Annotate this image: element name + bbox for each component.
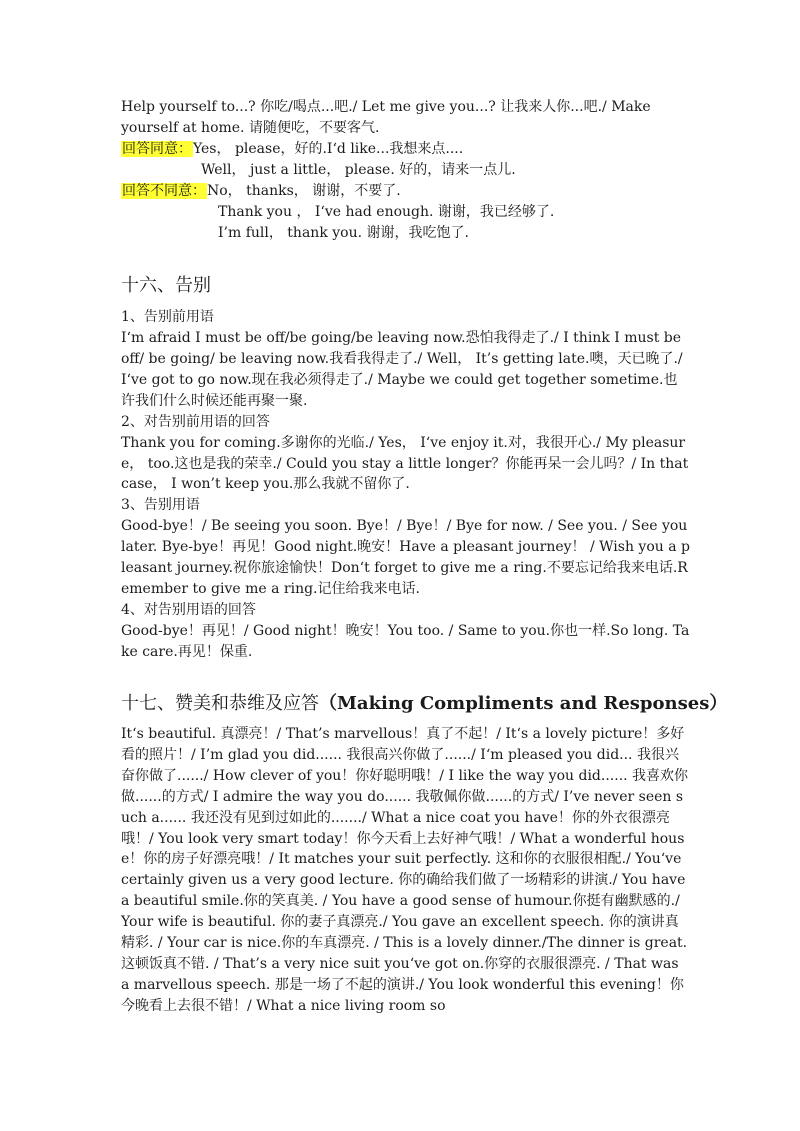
subsection-3-text: Good-bye！/ Be seeing you soon. Bye！/ Bye！/ Bye for now. / See you. / See you later. Bye-bye！再见！Good night.晚安！Have a pleasant journey！ / Wish you a pleasant journey.祝你旅途愉快！Don‘t forget to give me a ring.不要忘记给我来电话.Remember to give me a ring.记住给我来电话. — [121, 518, 690, 598]
meal-offer-section — [121, 97, 690, 244]
section-16-title: 十六、告别 — [121, 275, 211, 296]
agree-row-1 — [121, 139, 690, 160]
disagree-label-highlight: 回答不同意： — [122, 183, 206, 199]
section-17-title — [121, 692, 728, 716]
compliments-section — [121, 692, 728, 1017]
subsection-2-text: Thank you for coming.多谢你的光临./ Yes， I‘ve enjoy it.对，我很开心./ My pleasure， too.这也是我的荣幸./ Could you stay a little longer？你能再呆一会儿吗？/ In that case， I won’t keep you.那么我就不留你了. — [121, 434, 689, 493]
compliments-text: It‘s beautiful. 真漂亮！/ That’s marvellous！真了不起！/ It‘s a lovely picture！多好看的照片！/ I’m glad you did...... 我很高兴你做了....../ I‘m pleased you did... 我很兴奋你做了....../ How clever of you！你好聪明哦！/ I like the way you did...... 我喜欢你做......的方式/ I admire the way you do...... 我敬佩你做......的方式/ I’ve never seen such a...... 我还没有见到过如此的......./ What a nice coat you have！你的外衣很漂亮哦！/ You look very smart today！你今天看上去好神气哦！/ What a wonderful house！你的房子好漂亮哦！/ It matches your suit perfectly. 这和你的衣服很相配./ You‘ve certainly given us a very good lecture. 你的确给我们做了一场精彩的讲演./ You have a beautiful smile.你的笑真美. / You have a good sense of humour.你挺有幽默感的./ Your wife is beautiful. 你的妻子真漂亮./ You gave an excellent speech. 你的演讲真精彩. / Your car is nice.你的车真漂亮. / This is a lovely dinner./The dinner is great.这顿饭真不错. / That’s a very nice suit you‘ve got on.你穿的衣服很漂亮. / That was a marvellous speech. 那是一场了不起的演讲./ You look wonderful this evening！你今晚看上去很不错！/ What a nice living room so — [121, 726, 689, 1014]
disagree-row-1 — [121, 181, 690, 202]
subsection-1-heading: 1、告别前用语 — [121, 309, 214, 325]
section-17-title-cn: 十七、赞美和恭维及应答 — [121, 693, 319, 714]
subsection-4-heading: 4、对告别用语的回答 — [121, 601, 256, 618]
farewell-section — [121, 274, 690, 663]
subsection-1-text: I‘m afraid I must be off/be going/be leaving now.恐怕我得走了./ I think I must be off/ be going/ be leaving now.我看我得走了./ Well， It’s getting late.噢，天已晚了./ I‘ve got to go now.现在我必须得走了./ Maybe we could get together sometime.也许我们什么时候还能再聚一聚. — [121, 330, 683, 409]
disagree-text-2: Thank you ， I‘ve had enough. 谢谢，我已经够了. — [218, 204, 555, 220]
disagree-text-3: I’m full， thank you. 谢谢，我吃饱了. — [218, 225, 469, 241]
agree-text-1: Yes， please，好的.I‘d like...我想来点.... — [193, 141, 464, 157]
agree-text-2: Well， just a little， please. 好的，请来一点儿. — [201, 162, 516, 178]
disagree-text-1: No， thanks， 谢谢，不要了. — [207, 183, 401, 199]
subsection-3-heading: 3、告别用语 — [121, 497, 200, 514]
intro-line-1: Help yourself to...? 你吃/喝点...吧./ Let me give you...? 让我来人你...吧./ Make — [121, 99, 651, 115]
intro-line-2: yourself at home. 请随便吃，不要客气. — [121, 120, 380, 136]
subsection-4-text: Good-bye！再见！/ Good night！晚安！You too. / Same to you.你也一样.So long. Take care.再见！保重. — [121, 622, 690, 660]
subsection-2-heading: 2、对告别前用语的回答 — [121, 413, 270, 430]
section-17-title-en: （Making Compliments and Responses） — [319, 693, 728, 714]
agree-label-highlight: 回答同意： — [122, 141, 192, 157]
